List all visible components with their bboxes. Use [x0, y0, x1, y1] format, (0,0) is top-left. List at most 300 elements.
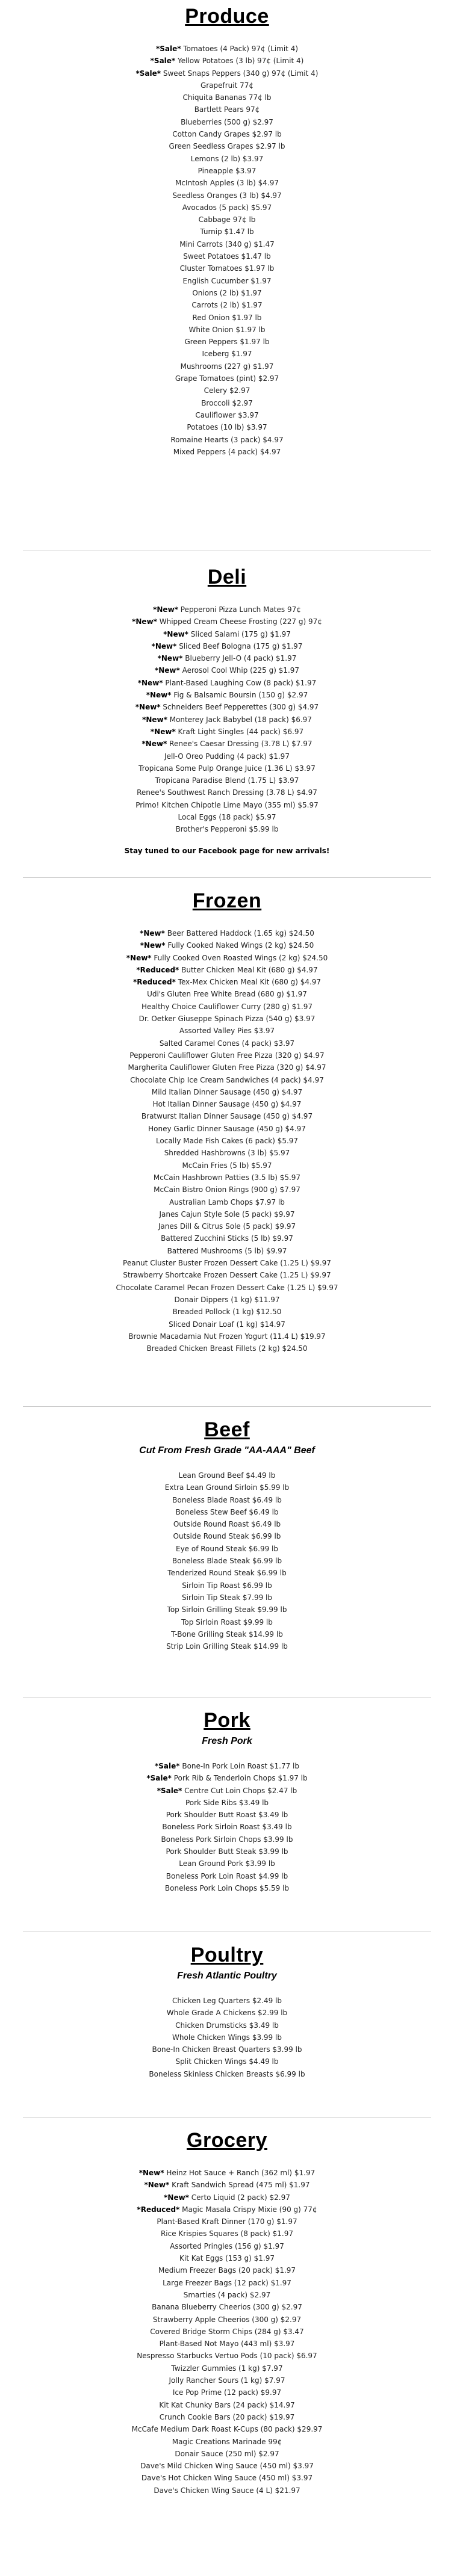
item-text: Boneless Blade Roast $6.49 lb — [172, 1495, 282, 1504]
list-item — [0, 811, 454, 823]
item-text: Kraft Light Singles (44 pack) $6.97 — [175, 727, 304, 736]
list-item — [0, 2423, 454, 2435]
list-item — [0, 1245, 454, 1257]
item-text: Onions (2 lb) $1.97 — [192, 288, 262, 297]
list-item — [0, 1640, 454, 1652]
item-text: McCain Fries (5 lb) $5.97 — [182, 1161, 272, 1170]
list-item — [0, 1797, 454, 1809]
list-item — [0, 238, 454, 250]
list-item — [0, 2252, 454, 2264]
item-tag: *New* — [163, 629, 188, 638]
list-item — [0, 103, 454, 116]
section-beef — [0, 1418, 454, 1652]
item-text: Janes Dill & Citrus Sole (5 pack) $9.97 — [158, 1222, 296, 1231]
list-item — [0, 1555, 454, 1567]
section-divider — [23, 877, 431, 878]
list-item — [0, 128, 454, 140]
item-text: Boneless Pork Sirloin Roast $3.49 lb — [162, 1823, 292, 1832]
list-item — [0, 604, 454, 616]
section-title: Beef — [204, 1418, 250, 1441]
item-text: Dr. Oetker Giuseppe Spinach Pizza (540 g) $3.97 — [138, 1015, 316, 1024]
item-text: Schneiders Beef Pepperettes (300 g) $4.97 — [160, 703, 319, 712]
item-text: Grape Tomatoes (pint) $2.97 — [175, 374, 279, 383]
item-text: Whole Chicken Wings $3.99 lb — [172, 2033, 282, 2042]
list-item — [0, 91, 454, 103]
list-item — [0, 1481, 454, 1493]
list-item — [0, 299, 454, 311]
list-item — [0, 1604, 454, 1616]
list-item — [0, 2386, 454, 2398]
item-text: Banana Blueberry Cheerios (300 g) $2.97 — [152, 2303, 302, 2312]
item-text: Plant-Based Not Mayo (443 ml) $3.97 — [159, 2340, 295, 2349]
list-item — [0, 1469, 454, 1481]
list-item — [0, 1001, 454, 1013]
item-text: Tex-Mex Chicken Meal Kit (680 g) $4.97 — [175, 978, 322, 987]
item-text: Tomatoes (4 Pack) 97¢ (Limit 4) — [181, 45, 299, 53]
list-item — [0, 927, 454, 939]
item-text: Battered Zucchini Sticks (5 lb) $9.97 — [161, 1234, 293, 1243]
list-item — [0, 1592, 454, 1604]
item-text: Medium Freezer Bags (20 pack) $1.97 — [158, 2266, 296, 2275]
item-text: Split Chicken Wings $4.49 lb — [175, 2057, 279, 2066]
item-text: Breaded Pollock (1 kg) $12.50 — [172, 1308, 282, 1317]
item-text: Strawberry Apple Cheerios (300 g) $2.97 — [152, 2315, 302, 2324]
list-item — [0, 939, 454, 951]
item-text: Turnip $1.47 lb — [200, 227, 254, 236]
item-text: Mild Italian Dinner Sausage (450 g) $4.97 — [151, 1087, 303, 1096]
item-text: Butter Chicken Meal Kit (680 g) $4.97 — [179, 965, 318, 974]
item-list — [0, 1995, 454, 2080]
item-text: Whole Grade A Chickens $2.99 lb — [166, 2009, 288, 2018]
item-text: Rice Krispies Squares (8 pack) $1.97 — [160, 2229, 294, 2238]
list-item — [0, 1220, 454, 1232]
item-text: English Cucumber $1.97 — [182, 276, 272, 285]
item-text: Assorted Valley Pies $3.97 — [179, 1027, 275, 1036]
list-item — [0, 2191, 454, 2204]
section-grocery — [0, 2129, 454, 2497]
list-item — [0, 165, 454, 177]
list-item — [0, 964, 454, 976]
item-text: Dave's Mild Chicken Wing Sauce (450 ml) $3.97 — [140, 2462, 314, 2471]
list-item — [0, 250, 454, 262]
item-text: Magic Masala Crispy Mixie (90 g) 77¢ — [179, 2205, 317, 2214]
item-text: Peanut Cluster Buster Frozen Dessert Cake (1.25 L) $9.97 — [123, 1259, 331, 1268]
section-title: Pork — [204, 1709, 250, 1732]
section-title: Produce — [185, 5, 269, 28]
list-item — [0, 2264, 454, 2276]
list-item — [0, 1760, 454, 1772]
item-text: Fully Cooked Naked Wings (2 kg) $24.50 — [165, 941, 314, 950]
list-item — [0, 714, 454, 726]
section-subtitle: Cut From Fresh Grade "AA-AAA" Beef — [139, 1445, 315, 1456]
list-item — [0, 324, 454, 336]
item-text: Udi's Gluten Free White Bread (680 g) $1.97 — [147, 990, 307, 999]
list-item — [0, 2485, 454, 2497]
list-item — [0, 1846, 454, 1858]
item-tag: *Sale* — [154, 1762, 180, 1770]
list-item — [0, 2216, 454, 2228]
list-item — [0, 952, 454, 964]
section-subtitle: Fresh Pork — [202, 1736, 252, 1746]
section-title: Grocery — [187, 2129, 267, 2152]
item-text: Healthy Choice Cauliflower Curry (280 g) $1.97 — [141, 1002, 313, 1011]
list-item — [0, 1858, 454, 1870]
item-text: Eye of Round Steak $6.99 lb — [176, 1544, 278, 1553]
item-text: Blueberries (500 g) $2.97 — [181, 117, 273, 126]
item-text: Pork Shoulder Butt Roast $3.49 lb — [166, 1811, 288, 1820]
list-item — [0, 664, 454, 676]
item-text: Plant-Based Kraft Dinner (170 g) $1.97 — [157, 2217, 297, 2226]
list-item — [0, 1809, 454, 1821]
list-item — [0, 2228, 454, 2240]
item-text: Tropicana Some Pulp Orange Juice (1.36 L) $3.97 — [138, 764, 316, 773]
item-text: Locally Made Fish Cakes (6 pack) $5.97 — [155, 1137, 299, 1146]
item-text: Strip Loin Grilling Steak $14.99 lb — [166, 1642, 288, 1651]
list-item — [0, 2411, 454, 2423]
item-text: Sliced Salami (175 g) $1.97 — [188, 629, 291, 638]
item-list — [0, 43, 454, 458]
list-item — [0, 1543, 454, 1555]
list-item — [0, 262, 454, 274]
item-text: Tenderized Round Steak $6.99 lb — [167, 1569, 287, 1578]
list-item — [0, 1821, 454, 1833]
item-tag: *New* — [144, 2181, 170, 2190]
item-text: Twizzler Gummies (1 kg) $7.97 — [171, 2364, 283, 2373]
item-text: Centre Cut Loin Chops $2.47 lb — [182, 1786, 297, 1795]
item-text: Top Sirloin Roast $9.99 lb — [181, 1617, 273, 1626]
item-tag: *New* — [154, 666, 180, 675]
list-item — [0, 336, 454, 348]
item-tag: *Sale* — [135, 69, 161, 78]
list-item — [0, 1342, 454, 1354]
item-tag: *New* — [126, 953, 152, 962]
list-item — [0, 799, 454, 811]
list-item — [0, 2314, 454, 2326]
list-item — [0, 1147, 454, 1159]
item-tag: *New* — [138, 2169, 164, 2177]
item-list — [0, 604, 454, 836]
list-item — [0, 726, 454, 738]
item-text: Shredded Hashbrowns (3 lb) $5.97 — [164, 1149, 290, 1158]
item-tag: *New* — [151, 641, 177, 650]
list-item — [0, 616, 454, 628]
item-text: Boneless Skinless Chicken Breasts $6.99 lb — [149, 2069, 305, 2078]
list-item — [0, 2436, 454, 2448]
item-tag: *New* — [150, 727, 176, 736]
list-item — [0, 1160, 454, 1172]
item-text: Top Sirloin Grilling Steak $9.99 lb — [167, 1605, 287, 1614]
item-tag: *New* — [140, 941, 166, 950]
list-item — [0, 348, 454, 360]
item-text: Boneless Blade Steak $6.99 lb — [172, 1557, 282, 1566]
list-item — [0, 372, 454, 385]
item-text: Lean Ground Beef $4.49 lb — [178, 1471, 276, 1480]
item-text: Broccoli $2.97 — [201, 398, 253, 407]
item-text: Fig & Balsamic Boursin (150 g) $2.97 — [171, 691, 308, 700]
list-item — [0, 677, 454, 689]
list-item — [0, 2289, 454, 2301]
list-item — [0, 652, 454, 664]
list-item — [0, 360, 454, 372]
item-text: Sliced Donair Loaf (1 kg) $14.97 — [169, 1320, 285, 1329]
list-item — [0, 1061, 454, 1073]
item-text: McCain Hashbrown Patties (3.5 lb) $5.97 — [153, 1173, 301, 1182]
list-item — [0, 1870, 454, 1882]
list-item — [0, 1785, 454, 1797]
item-text: Whipped Cream Cheese Frosting (227 g) 97¢ — [157, 617, 322, 626]
list-item — [0, 1580, 454, 1592]
list-item — [0, 1013, 454, 1025]
item-text: Jolly Rancher Sours (1 kg) $7.97 — [169, 2376, 285, 2385]
item-text: Janes Cajun Style Sole (5 pack) $9.97 — [159, 1209, 295, 1219]
list-item — [0, 2374, 454, 2386]
list-item — [0, 190, 454, 202]
list-item — [0, 1257, 454, 1269]
item-text: Mixed Peppers (4 pack) $4.97 — [173, 447, 281, 456]
item-text: Margherita Cauliflower Gluten Free Pizza (320 g) $4.97 — [128, 1063, 326, 1072]
section-title: Deli — [207, 566, 247, 588]
list-item — [0, 202, 454, 214]
item-text: Seedless Oranges (3 lb) $4.97 — [172, 191, 282, 200]
list-item — [0, 1074, 454, 1086]
item-tag: *Reduced* — [132, 978, 176, 987]
item-list — [0, 1469, 454, 1652]
list-item — [0, 738, 454, 750]
item-tag: *New* — [141, 740, 167, 749]
section-pork — [0, 1709, 454, 1894]
item-text: Primo! Kitchen Chipotle Lime Mayo (355 ml) $5.97 — [135, 800, 319, 809]
section-produce — [0, 5, 454, 458]
item-text: Nespresso Starbucks Vertuo Pods (10 pack) $6.97 — [137, 2352, 317, 2361]
list-item — [0, 2338, 454, 2350]
item-text: Sweet Potatoes $1.47 lb — [183, 252, 271, 261]
list-item — [0, 701, 454, 713]
list-item — [0, 750, 454, 762]
item-text: McCafe Medium Dark Roast K-Cups (80 pack) $29.97 — [131, 2425, 323, 2434]
list-item — [0, 287, 454, 299]
list-item — [0, 312, 454, 324]
item-tag: *New* — [137, 678, 163, 687]
item-text: Outside Round Steak $6.99 lb — [173, 1532, 281, 1541]
list-item — [0, 1882, 454, 1894]
item-text: Lean Ground Pork $3.99 lb — [179, 1859, 275, 1868]
section-note: Stay tuned to our Facebook page for new arrivals! — [124, 846, 330, 855]
list-item — [0, 275, 454, 287]
item-text: Sirloin Tip Steak $7.99 lb — [182, 1593, 272, 1602]
item-tag: *New* — [142, 715, 167, 724]
item-text: Dave's Hot Chicken Wing Sauce (450 ml) $3.97 — [141, 2474, 313, 2483]
list-item — [0, 2240, 454, 2252]
list-item — [0, 1294, 454, 1306]
section-poultry — [0, 1944, 454, 2080]
item-list — [0, 1760, 454, 1894]
item-text: Dave's Chicken Wing Sauce (4 L) $21.97 — [154, 2486, 300, 2495]
list-item — [0, 1506, 454, 1518]
item-text: Kraft Sandwich Spread (475 ml) $1.97 — [169, 2181, 310, 2190]
item-tag: *New* — [135, 703, 161, 712]
item-text: Certo Liquid (2 pack) $2.97 — [188, 2193, 290, 2202]
list-item — [0, 1995, 454, 2007]
item-text: Bratwurst Italian Dinner Sausage (450 g) $4.97 — [141, 1112, 313, 1121]
list-item — [0, 1232, 454, 1244]
item-text: Boneless Stew Beef $6.49 lb — [175, 1507, 279, 1516]
list-item — [0, 1518, 454, 1530]
item-text: Potatoes (10 lb) $3.97 — [187, 423, 267, 432]
list-item — [0, 1196, 454, 1208]
list-item — [0, 2460, 454, 2472]
list-item — [0, 1123, 454, 1135]
item-text: Honey Garlic Dinner Sausage (450 g) $4.97 — [148, 1124, 306, 1133]
item-text: Crunch Cookie Bars (20 pack) $19.97 — [159, 2412, 295, 2421]
list-item — [0, 988, 454, 1000]
item-text: Monterey Jack Babybel (18 pack) $6.97 — [167, 715, 312, 724]
item-text: Assorted Pringles (156 g) $1.97 — [170, 2241, 284, 2250]
list-item — [0, 1318, 454, 1330]
item-text: Outside Round Roast $6.49 lb — [173, 1520, 281, 1529]
item-tag: *New* — [153, 605, 178, 614]
list-item — [0, 1110, 454, 1122]
item-text: Chicken Drumsticks $3.49 lb — [175, 2021, 279, 2030]
list-item — [0, 1184, 454, 1196]
section-title: Poultry — [190, 1944, 264, 1966]
item-text: Cluster Tomatoes $1.97 lb — [179, 264, 275, 273]
list-item — [0, 1616, 454, 1628]
item-text: Magic Creations Marinade 99¢ — [172, 2437, 282, 2446]
item-text: Boneless Pork Loin Chops $5.59 lb — [164, 1883, 290, 1892]
item-text: Green Seedless Grapes $2.97 lb — [169, 142, 285, 151]
item-text: Sirloin Tip Roast $6.99 lb — [182, 1581, 272, 1590]
list-item — [0, 1135, 454, 1147]
item-list — [0, 2167, 454, 2497]
item-text: Donair Sauce (250 ml) $2.97 — [175, 2449, 279, 2458]
item-text: Avocados (5 pack) $5.97 — [182, 203, 272, 212]
item-text: Battered Mushrooms (5 lb) $9.97 — [167, 1246, 287, 1255]
section-subtitle: Fresh Atlantic Poultry — [177, 1971, 277, 1981]
item-tag: *New* — [164, 2193, 189, 2202]
list-item — [0, 116, 454, 128]
list-item — [0, 1628, 454, 1640]
list-item — [0, 2277, 454, 2289]
list-item — [0, 2068, 454, 2080]
item-text: T-Bone Grilling Steak $14.99 lb — [171, 1629, 283, 1639]
list-item — [0, 2362, 454, 2374]
list-item — [0, 214, 454, 226]
list-item — [0, 421, 454, 433]
list-item — [0, 786, 454, 798]
list-item — [0, 823, 454, 835]
item-text: Kit Kat Chunky Bars (24 pack) $14.97 — [159, 2400, 295, 2409]
section-frozen — [0, 889, 454, 1354]
item-text: Large Freezer Bags (12 pack) $1.97 — [163, 2278, 291, 2287]
list-item — [0, 409, 454, 421]
item-text: Red Onion $1.97 lb — [192, 313, 262, 322]
list-item — [0, 226, 454, 238]
list-item — [0, 1833, 454, 1846]
item-text: Pork Rib & Tenderloin Chops $1.97 lb — [171, 1774, 308, 1783]
list-item — [0, 1172, 454, 1184]
item-text: Grapefruit 77¢ — [200, 81, 254, 90]
list-item — [0, 1330, 454, 1342]
list-item — [0, 67, 454, 79]
list-item — [0, 1494, 454, 1506]
item-text: Heinz Hot Sauce + Ranch (362 ml) $1.97 — [164, 2169, 316, 2177]
item-text: Beer Battered Haddock (1.65 kg) $24.50 — [164, 929, 314, 937]
item-text: Cotton Candy Grapes $2.97 lb — [172, 130, 282, 139]
item-text: Boneless Pork Loin Roast $4.99 lb — [166, 1871, 288, 1880]
section-divider — [23, 1406, 431, 1407]
item-text: Fully Cooked Oven Roasted Wings (2 kg) $24.50 — [151, 953, 328, 962]
list-item — [0, 153, 454, 165]
item-text: Bartlett Pears 97¢ — [194, 105, 260, 114]
item-tag: *Sale* — [155, 45, 181, 53]
item-text: Strawberry Shortcake Frozen Dessert Cake (1.25 L) $9.97 — [123, 1271, 331, 1280]
list-item — [0, 397, 454, 409]
item-tag: *Sale* — [146, 1774, 172, 1783]
list-item — [0, 2448, 454, 2460]
item-text: Aerosol Cool Whip (225 g) $1.97 — [179, 666, 300, 675]
item-text: Tropicana Paradise Blend (1.75 L) $3.97 — [155, 776, 299, 785]
section-deli — [0, 566, 454, 855]
item-text: Carrots (2 lb) $1.97 — [191, 301, 263, 310]
list-item — [0, 434, 454, 446]
list-item — [0, 2056, 454, 2068]
item-text: Pineapple $3.97 — [197, 166, 257, 175]
list-item — [0, 1269, 454, 1281]
item-text: Extra Lean Ground Sirloin $5.99 lb — [164, 1483, 290, 1492]
list-item — [0, 2167, 454, 2179]
item-text: Renee's Southwest Ranch Dressing (3.78 L) $4.97 — [137, 788, 317, 797]
item-text: White Onion $1.97 lb — [188, 325, 266, 334]
item-text: Bone-In Pork Loin Roast $1.77 lb — [179, 1762, 299, 1770]
item-text: McCain Bistro Onion Rings (900 g) $7.97 — [154, 1185, 300, 1194]
item-text: Salted Caramel Cones (4 pack) $3.97 — [159, 1039, 295, 1048]
list-item — [0, 1098, 454, 1110]
item-text: Cauliflower $3.97 — [195, 410, 259, 419]
item-text: Sweet Snaps Peppers (340 g) 97¢ (Limit 4) — [161, 69, 319, 78]
list-item — [0, 1282, 454, 1294]
list-item — [0, 2007, 454, 2019]
item-text: Chocolate Caramel Pecan Frozen Dessert Cake (1.25 L) $9.97 — [116, 1283, 338, 1292]
list-item — [0, 1567, 454, 1579]
list-item — [0, 2472, 454, 2484]
item-text: Plant-Based Laughing Cow (8 pack) $1.97 — [163, 678, 317, 687]
item-text: Blueberry Jell-O (4 pack) $1.97 — [182, 654, 297, 663]
item-text: Celery $2.97 — [204, 386, 250, 395]
section-title: Frozen — [192, 889, 262, 912]
list-item — [0, 385, 454, 397]
list-item — [0, 2043, 454, 2056]
list-item — [0, 140, 454, 152]
item-text: Hot Italian Dinner Sausage (450 g) $4.97 — [152, 1100, 302, 1109]
item-tag: *New* — [132, 617, 157, 626]
list-item — [0, 1772, 454, 1784]
item-text: Kit Kat Eggs (153 g) $1.97 — [179, 2254, 275, 2263]
item-text: Mushrooms (227 g) $1.97 — [180, 362, 274, 371]
list-item — [0, 2399, 454, 2411]
item-tag: *Reduced* — [137, 2205, 180, 2214]
list-item — [0, 1306, 454, 1318]
list-item — [0, 689, 454, 701]
list-item — [0, 2301, 454, 2313]
list-item — [0, 446, 454, 458]
list-item — [0, 2031, 454, 2043]
item-text: Bone-In Chicken Breast Quarters $3.99 lb — [152, 2045, 302, 2054]
list-item — [0, 628, 454, 640]
item-list — [0, 927, 454, 1354]
item-text: Ice Pop Prime (12 pack) $9.97 — [172, 2388, 282, 2397]
list-item — [0, 1530, 454, 1542]
item-tag: *New* — [140, 929, 165, 937]
